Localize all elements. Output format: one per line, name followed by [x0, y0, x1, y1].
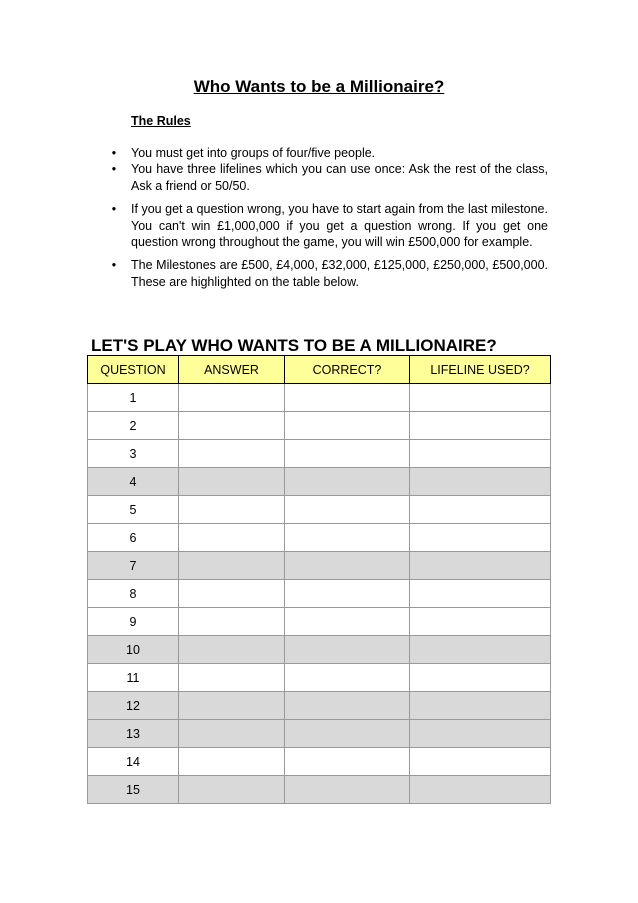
- table-row: [88, 720, 551, 748]
- question-number-cell: 11: [88, 664, 179, 692]
- table-row: [88, 412, 551, 440]
- rule-item: [112, 201, 548, 250]
- table-row: [88, 636, 551, 664]
- answer-cell[interactable]: [179, 692, 285, 720]
- answer-cell[interactable]: [179, 636, 285, 664]
- correct-cell[interactable]: [285, 440, 410, 468]
- bullet-icon: •: [111, 146, 117, 160]
- lifeline-used-cell[interactable]: [410, 580, 551, 608]
- table-row: [88, 468, 551, 496]
- question-number-cell: 8: [88, 580, 179, 608]
- table-row: [88, 748, 551, 776]
- question-number-cell: 2: [88, 412, 179, 440]
- question-number-cell: 5: [88, 496, 179, 524]
- question-number-cell: 12: [88, 692, 179, 720]
- table-row: [88, 664, 551, 692]
- bullet-icon: •: [111, 202, 117, 217]
- table-row: [88, 776, 551, 804]
- bullet-icon: •: [111, 258, 117, 273]
- correct-cell[interactable]: [285, 692, 410, 720]
- correct-cell[interactable]: [285, 552, 410, 580]
- rule-item: [112, 257, 548, 290]
- answer-cell[interactable]: [179, 496, 285, 524]
- answer-cell[interactable]: [179, 580, 285, 608]
- correct-cell[interactable]: [285, 468, 410, 496]
- bullet-icon: •: [111, 162, 117, 177]
- lifeline-used-cell[interactable]: [410, 636, 551, 664]
- rule-item: [112, 161, 548, 194]
- question-number-cell: 13: [88, 720, 179, 748]
- page-title: Who Wants to be a Millionaire?: [193, 77, 445, 96]
- answer-cell[interactable]: [179, 552, 285, 580]
- rules-list: [112, 145, 548, 297]
- answer-cell[interactable]: [179, 748, 285, 776]
- question-number-cell: 10: [88, 636, 179, 664]
- question-number-cell: 7: [88, 552, 179, 580]
- lifeline-used-cell[interactable]: [410, 692, 551, 720]
- lifeline-used-cell[interactable]: [410, 608, 551, 636]
- rules-heading: The Rules: [131, 114, 191, 128]
- play-heading: LET'S PLAY WHO WANTS TO BE A MILLIONAIRE?: [91, 336, 497, 355]
- lifeline-used-cell[interactable]: [410, 552, 551, 580]
- rule-text: If you get a question wrong, you have to start again from the last milestone. You can't win £1,000,000 if you get a question wrong. If you get one question wrong throughout the game, you will win £500,000 for example.: [131, 202, 548, 250]
- table-row: [88, 440, 551, 468]
- answer-cell[interactable]: [179, 776, 285, 804]
- answer-cell[interactable]: [179, 664, 285, 692]
- question-number-cell: 6: [88, 524, 179, 552]
- header-correct: CORRECT?: [285, 356, 410, 384]
- table-row: [88, 580, 551, 608]
- rule-text: The Milestones are £500, £4,000, £32,000, £125,000, £250,000, £500,000. These are highlighted on the table below.: [131, 258, 548, 289]
- lifeline-used-cell[interactable]: [410, 384, 551, 412]
- answer-cell[interactable]: [179, 608, 285, 636]
- header-answer: ANSWER: [179, 356, 285, 384]
- rule-item: [112, 145, 548, 161]
- question-number-cell: 15: [88, 776, 179, 804]
- table-row: [88, 524, 551, 552]
- answer-cell[interactable]: [179, 440, 285, 468]
- question-number-cell: 9: [88, 608, 179, 636]
- answer-cell[interactable]: [179, 524, 285, 552]
- correct-cell[interactable]: [285, 720, 410, 748]
- lifeline-used-cell[interactable]: [410, 664, 551, 692]
- answer-cell[interactable]: [179, 720, 285, 748]
- rule-text: You have three lifelines which you can use once: Ask the rest of the class, Ask a friend or 50/50.: [131, 162, 548, 193]
- correct-cell[interactable]: [285, 384, 410, 412]
- header-question: QUESTION: [88, 356, 179, 384]
- table-row: [88, 692, 551, 720]
- question-number-cell: 4: [88, 468, 179, 496]
- correct-cell[interactable]: [285, 412, 410, 440]
- question-number-cell: 3: [88, 440, 179, 468]
- table-row: [88, 496, 551, 524]
- correct-cell[interactable]: [285, 524, 410, 552]
- correct-cell[interactable]: [285, 580, 410, 608]
- lifeline-used-cell[interactable]: [410, 776, 551, 804]
- correct-cell[interactable]: [285, 496, 410, 524]
- correct-cell[interactable]: [285, 664, 410, 692]
- rule-text: You must get into groups of four/five people.: [131, 146, 376, 160]
- lifeline-used-cell[interactable]: [410, 720, 551, 748]
- question-number-cell: 14: [88, 748, 179, 776]
- lifeline-used-cell[interactable]: [410, 412, 551, 440]
- header-lifeline-used: LIFELINE USED?: [410, 356, 551, 384]
- lifeline-used-cell[interactable]: [410, 496, 551, 524]
- lifeline-used-cell[interactable]: [410, 440, 551, 468]
- answer-cell[interactable]: [179, 468, 285, 496]
- correct-cell[interactable]: [285, 748, 410, 776]
- correct-cell[interactable]: [285, 608, 410, 636]
- table-row: [88, 384, 551, 412]
- correct-cell[interactable]: [285, 776, 410, 804]
- answer-cell[interactable]: [179, 384, 285, 412]
- lifeline-used-cell[interactable]: [410, 748, 551, 776]
- lifeline-used-cell[interactable]: [410, 524, 551, 552]
- correct-cell[interactable]: [285, 636, 410, 664]
- table-body: [88, 384, 551, 804]
- lifeline-used-cell[interactable]: [410, 468, 551, 496]
- table-row: [88, 552, 551, 580]
- table-header-row: [88, 356, 551, 384]
- table-row: [88, 608, 551, 636]
- answer-cell[interactable]: [179, 412, 285, 440]
- answer-sheet-table: [87, 355, 551, 804]
- question-number-cell: 1: [88, 384, 179, 412]
